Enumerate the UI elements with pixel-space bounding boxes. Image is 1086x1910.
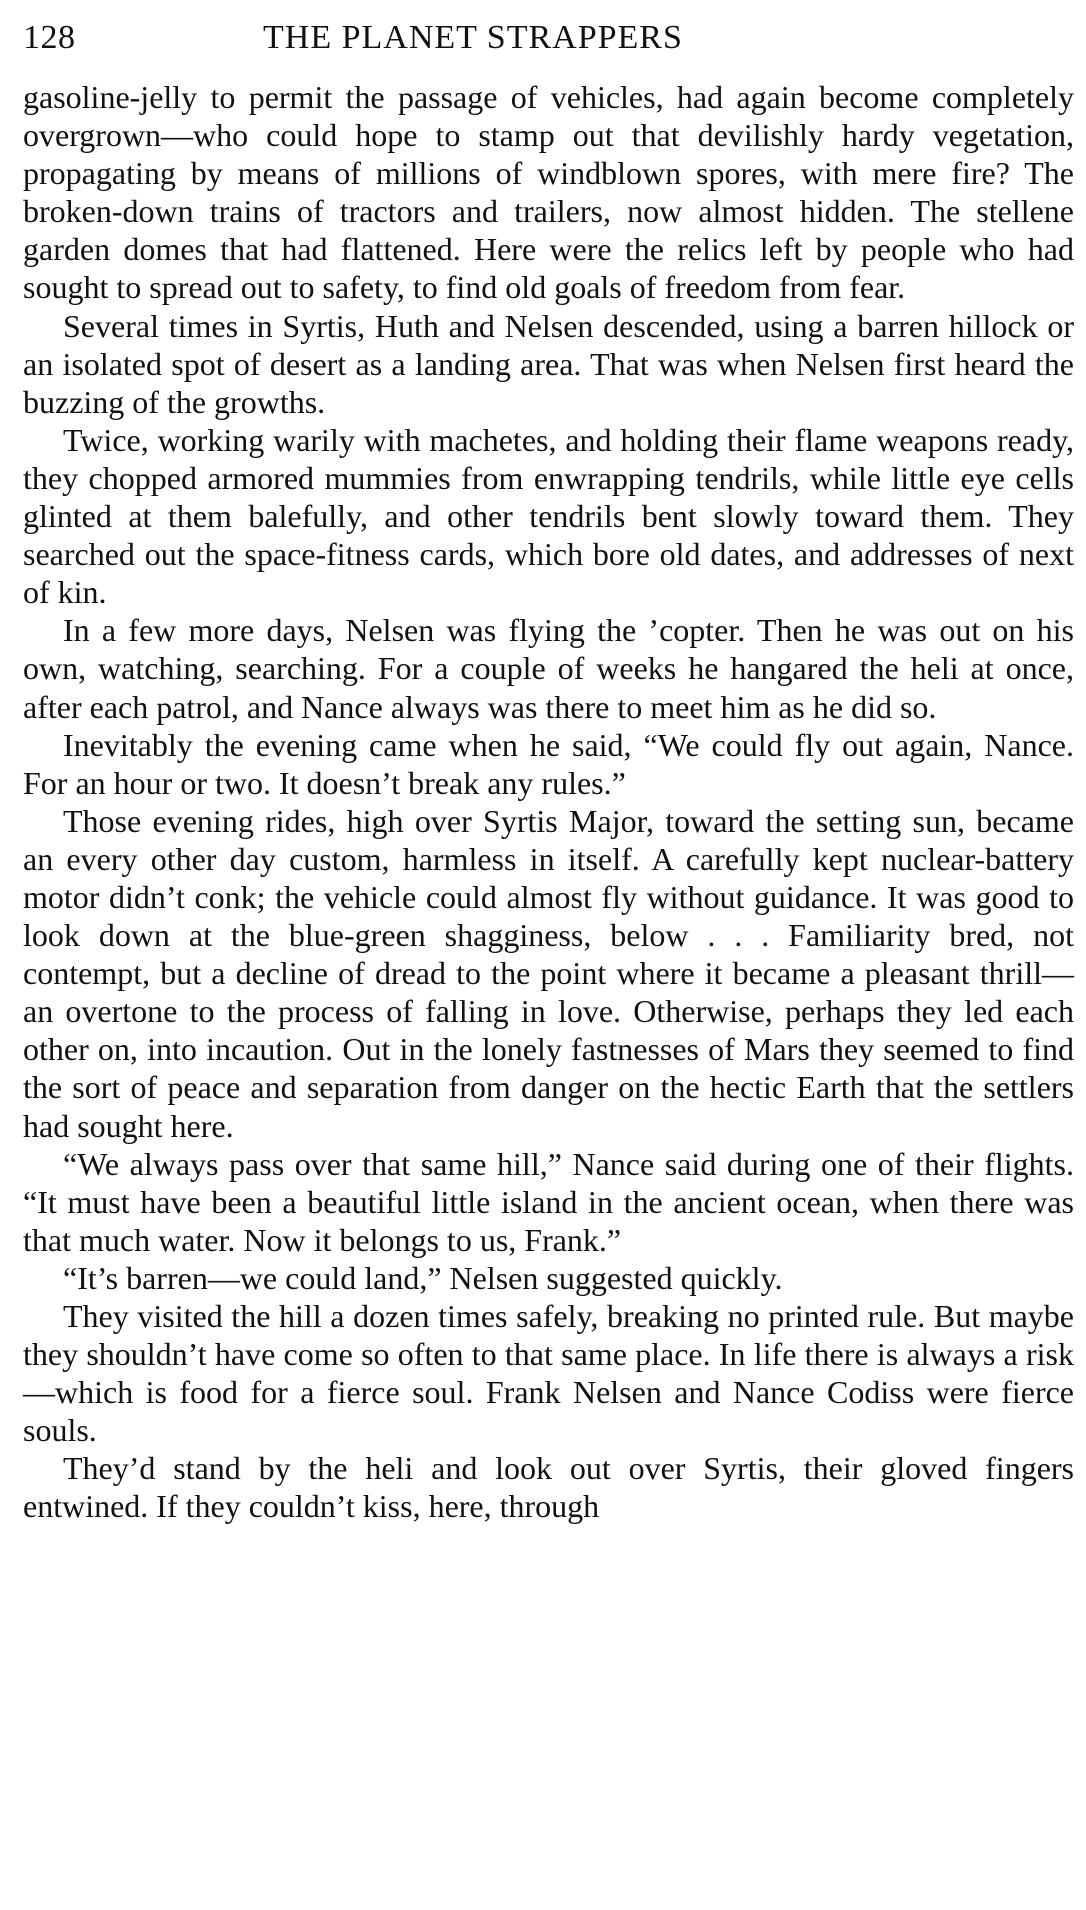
paragraph: They’d stand by the heli and look out over Syrtis, their gloved fingers entwined. If they couldn’t kiss, here, through: [23, 1450, 1074, 1525]
paragraph: They visited the hill a dozen times safely, breaking no printed rule. But maybe they shouldn’t have come so often to that same place. In life there is always a risk—which is food for a fierce soul. Frank Nelsen and Nance Codiss were fierce souls.: [23, 1298, 1074, 1449]
paragraph: gasoline-jelly to permit the passage of vehicles, had again become completely overgrown—who could hope to stamp out that devilishly hardy vegetation, propagating by means of millions of windblown spores, with mere fire? The broken-down trains of tractors and trailers, now almost hidden. The stellene garden domes that had flattened. Here were the relics left by people who had sought to spread out to safety, to find old goals of freedom from fear.: [23, 79, 1074, 306]
paragraph: Twice, working warily with machetes, and holding their flame weapons ready, they chopped armored mummies from enwrapping tendrils, while little eye cells glinted at them balefully, and other tendrils bent slowly toward them. They searched out the space-fitness cards, which bore old dates, and addresses of next of kin.: [23, 421, 1074, 611]
body-text: [23, 78, 1074, 1526]
paragraph: “We always pass over that same hill,” Nance said during one of their flights. “It must have been a beautiful little island in the ancient ocean, when there was that much water. Now it belongs to us, Frank.”: [23, 1145, 1074, 1258]
page-header: [23, 16, 1074, 64]
paragraph: Inevitably the evening came when he said, “We could fly out again, Nance. For an hour or two. It doesn’t break any rules.”: [23, 726, 1074, 801]
paragraph: Those evening rides, high over Syrtis Major, toward the setting sun, became an every other day custom, harmless in itself. A carefully kept nuclear-battery motor didn’t conk; the vehicle could almost fly without guidance. It was good to look down at the blue-green shagginess, below . . . Familiarity bred, not contempt, but a decline of dread to the point where it became a pleasant thrill—an overtone to the process of falling in love. Otherwise, perhaps they led each other on, into incaution. Out in the lonely fastnesses of Mars they seemed to find the sort of peace and separation from danger on the hectic Earth that the settlers had sought here.: [23, 802, 1074, 1144]
page-number: 128: [23, 19, 76, 56]
running-title: THE PLANET STRAPPERS: [263, 19, 683, 56]
paragraph: Several times in Syrtis, Huth and Nelsen descended, using a barren hillock or an isolated spot of desert as a landing area. That was when Nelsen first heard the buzzing of the growths.: [23, 307, 1074, 420]
paragraph: In a few more days, Nelsen was flying the ’copter. Then he was out on his own, watching, searching. For a couple of weeks he hangared the heli at once, after each patrol, and Nance always was there to meet him as he did so.: [23, 612, 1074, 725]
paragraph: “It’s barren—we could land,” Nelsen suggested quickly.: [63, 1259, 783, 1296]
